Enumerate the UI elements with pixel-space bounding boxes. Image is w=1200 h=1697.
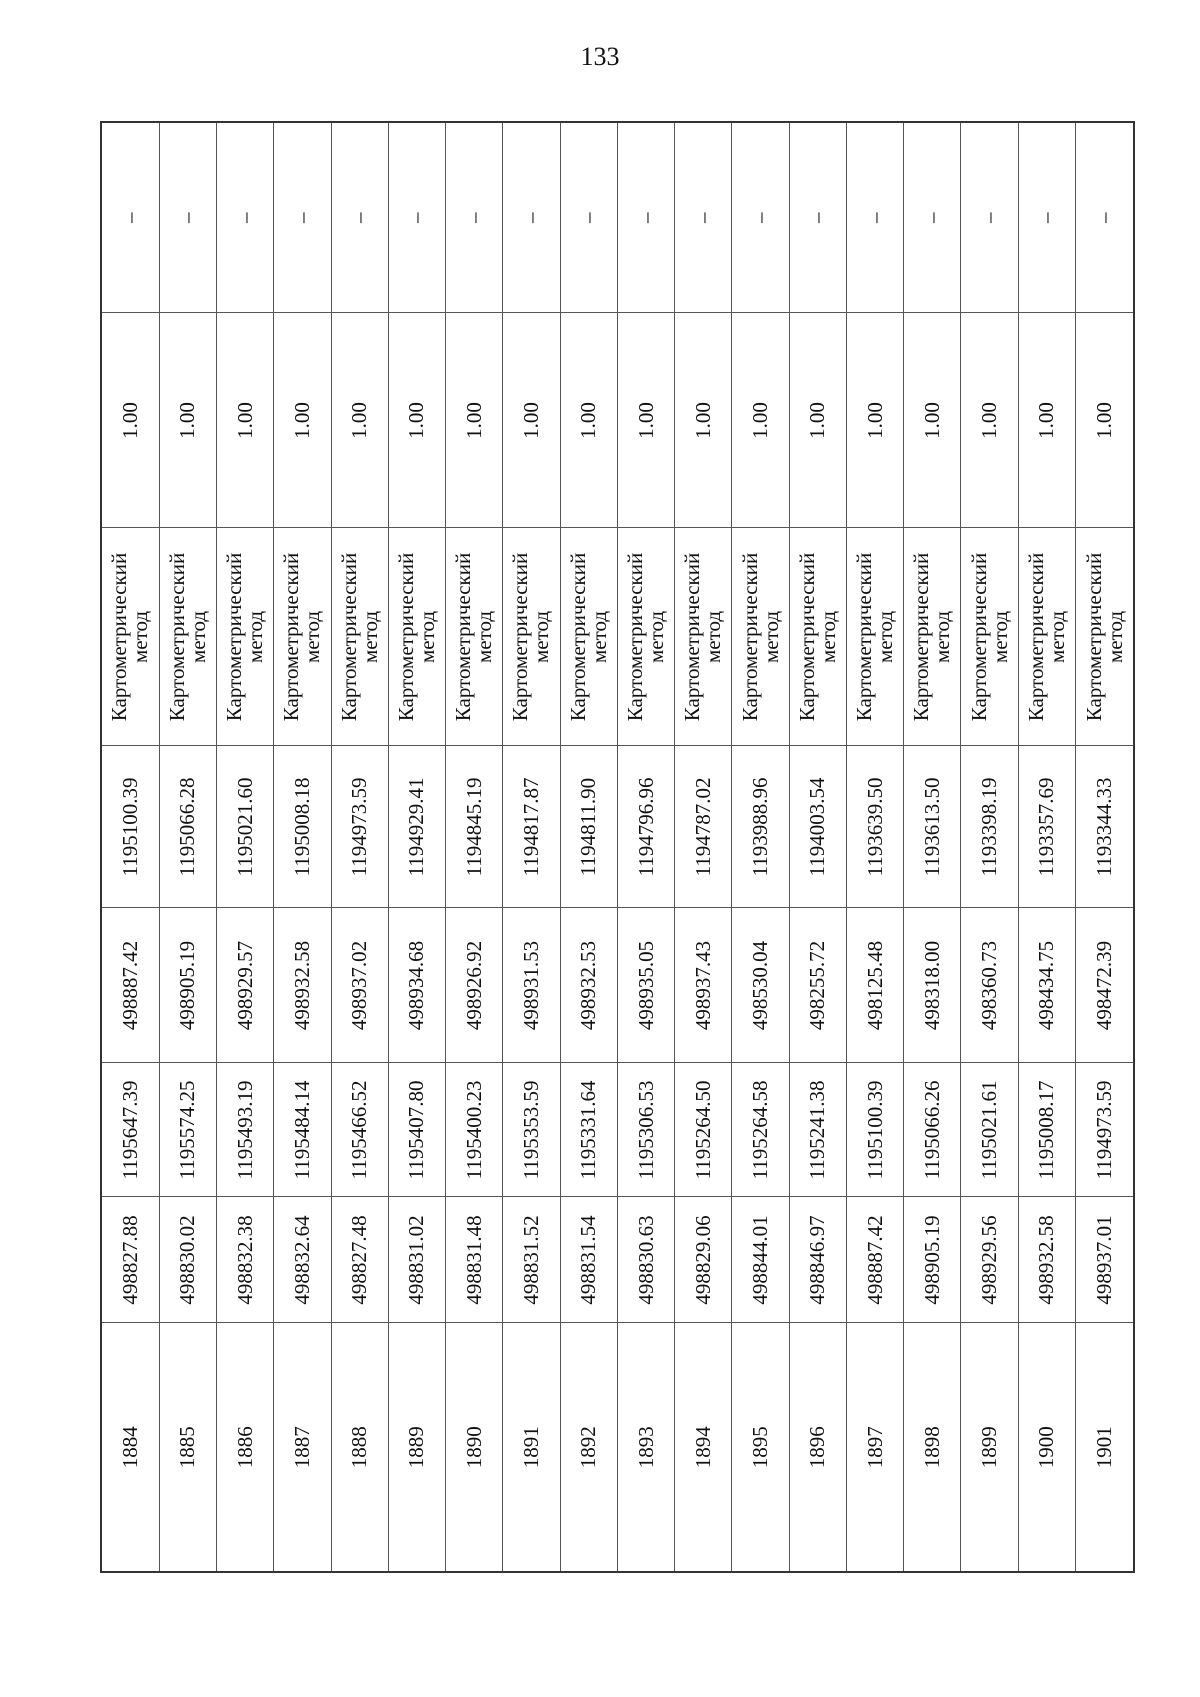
method-cell — [159, 528, 216, 746]
accuracy-cell: 1.00 — [560, 313, 617, 528]
method-line-2: метод — [529, 610, 554, 664]
point-number-cell: 1899 — [961, 1323, 1018, 1571]
note-cell: – — [732, 123, 789, 313]
method-cell — [675, 528, 732, 746]
note-cell: – — [904, 123, 961, 313]
point-number-cell: 1886 — [217, 1323, 274, 1571]
y2-cell: 1193398.19 — [961, 746, 1018, 908]
y1-cell: 1195100.39 — [846, 1063, 903, 1197]
y1-cell: 1195407.80 — [388, 1063, 445, 1197]
y2-cell: 1193357.69 — [1018, 746, 1075, 908]
note-cell: – — [159, 123, 216, 313]
point-number-cell: 1885 — [159, 1323, 216, 1571]
accuracy-cell: 1.00 — [1018, 313, 1075, 528]
method-cell — [617, 528, 674, 746]
note-cell: – — [560, 123, 617, 313]
x1-cell: 498829.06 — [675, 1197, 732, 1323]
x1-cell: 498937.01 — [1076, 1197, 1133, 1323]
method-cell — [1018, 528, 1075, 746]
method-line-2: метод — [472, 610, 497, 664]
method-cell — [331, 528, 388, 746]
page-number: 133 — [580, 42, 620, 71]
y2-cell: 1193639.50 — [846, 746, 903, 908]
y2-cell: 1194796.96 — [617, 746, 674, 908]
point-number-cell: 1896 — [789, 1323, 846, 1571]
y1-cell: 1195264.58 — [732, 1063, 789, 1197]
note-cell: – — [1018, 123, 1075, 313]
table-row — [1076, 123, 1133, 1571]
accuracy-cell: 1.00 — [961, 313, 1018, 528]
y1-cell: 1195466.52 — [331, 1063, 388, 1197]
accuracy-cell: 1.00 — [446, 313, 503, 528]
point-number-cell: 1884 — [102, 1323, 159, 1571]
accuracy-cell: 1.00 — [846, 313, 903, 528]
method-cell — [961, 528, 1018, 746]
point-number-cell: 1892 — [560, 1323, 617, 1571]
method-line-1: Картометрический — [1081, 552, 1106, 722]
accuracy-cell: 1.00 — [789, 313, 846, 528]
y2-cell: 1193988.96 — [732, 746, 789, 908]
table-row — [217, 123, 274, 1571]
method-line-1: Картометрический — [1023, 552, 1048, 722]
point-number-cell: 1888 — [331, 1323, 388, 1571]
method-line-1: Картометрический — [623, 552, 648, 722]
x1-cell: 498827.88 — [102, 1197, 159, 1323]
x2-cell: 498887.42 — [102, 908, 159, 1063]
point-number-cell: 1894 — [675, 1323, 732, 1571]
method-line-1: Картометрический — [451, 552, 476, 722]
y2-cell: 1195100.39 — [102, 746, 159, 908]
method-cell — [732, 528, 789, 746]
y1-cell: 1195574.25 — [159, 1063, 216, 1197]
y2-cell: 1194817.87 — [503, 746, 560, 908]
method-line-1: Картометрический — [164, 552, 189, 722]
y1-cell: 1194973.59 — [1076, 1063, 1133, 1197]
coordinates-table-frame — [100, 121, 1135, 1573]
note-cell: – — [446, 123, 503, 313]
method-line-2: метод — [1044, 610, 1069, 664]
x2-cell: 498929.57 — [217, 908, 274, 1063]
y1-cell: 1195493.19 — [217, 1063, 274, 1197]
note-cell: – — [961, 123, 1018, 313]
table-row — [560, 123, 617, 1571]
note-cell: – — [217, 123, 274, 313]
y1-cell: 1195400.23 — [446, 1063, 503, 1197]
method-line-2: метод — [758, 610, 783, 664]
method-line-1: Картометрический — [852, 552, 877, 722]
y2-cell: 1195021.60 — [217, 746, 274, 908]
y1-cell: 1195264.50 — [675, 1063, 732, 1197]
x1-cell: 498831.48 — [446, 1197, 503, 1323]
method-line-1: Картометрический — [794, 552, 819, 722]
method-cell — [446, 528, 503, 746]
point-number-cell: 1898 — [904, 1323, 961, 1571]
method-line-2: метод — [873, 610, 898, 664]
y2-cell: 1195008.18 — [274, 746, 331, 908]
x1-cell: 498831.52 — [503, 1197, 560, 1323]
y2-cell: 1193344.33 — [1076, 746, 1133, 908]
point-number-cell: 1895 — [732, 1323, 789, 1571]
y2-cell: 1194845.19 — [446, 746, 503, 908]
method-line-2: метод — [815, 610, 840, 664]
y1-cell: 1195353.59 — [503, 1063, 560, 1197]
method-line-2: метод — [586, 610, 611, 664]
accuracy-cell: 1.00 — [617, 313, 674, 528]
x2-cell: 498318.00 — [904, 908, 961, 1063]
x1-cell: 498887.42 — [846, 1197, 903, 1323]
note-cell: – — [675, 123, 732, 313]
x2-cell: 498360.73 — [961, 908, 1018, 1063]
method-line-2: метод — [987, 610, 1012, 664]
method-cell — [1076, 528, 1133, 746]
note-cell: – — [274, 123, 331, 313]
x1-cell: 498844.01 — [732, 1197, 789, 1323]
note-cell: – — [503, 123, 560, 313]
x2-cell: 498255.72 — [789, 908, 846, 1063]
x1-cell: 498929.56 — [961, 1197, 1018, 1323]
accuracy-cell: 1.00 — [159, 313, 216, 528]
table-row — [331, 123, 388, 1571]
x1-cell: 498827.48 — [331, 1197, 388, 1323]
x1-cell: 498832.64 — [274, 1197, 331, 1323]
note-cell: – — [331, 123, 388, 313]
x1-cell: 498932.58 — [1018, 1197, 1075, 1323]
y1-cell: 1195306.53 — [617, 1063, 674, 1197]
method-line-2: метод — [243, 610, 268, 664]
accuracy-cell: 1.00 — [217, 313, 274, 528]
method-cell — [904, 528, 961, 746]
y2-cell: 1194787.02 — [675, 746, 732, 908]
accuracy-cell: 1.00 — [732, 313, 789, 528]
x2-cell: 498125.48 — [846, 908, 903, 1063]
x2-cell: 498472.39 — [1076, 908, 1133, 1063]
x2-cell: 498934.68 — [388, 908, 445, 1063]
method-line-1: Картометрический — [966, 552, 991, 722]
method-line-2: метод — [1102, 610, 1127, 664]
table-row — [1018, 123, 1075, 1571]
method-line-1: Картометрический — [393, 552, 418, 722]
accuracy-cell: 1.00 — [904, 313, 961, 528]
method-line-2: метод — [414, 610, 439, 664]
table-body — [102, 123, 1133, 1571]
x2-cell: 498434.75 — [1018, 908, 1075, 1063]
method-line-1: Картометрический — [508, 552, 533, 722]
method-line-2: метод — [357, 610, 382, 664]
y1-cell: 1195008.17 — [1018, 1063, 1075, 1197]
accuracy-cell: 1.00 — [503, 313, 560, 528]
table-row — [846, 123, 903, 1571]
method-line-1: Картометрический — [279, 552, 304, 722]
method-line-2: метод — [644, 610, 669, 664]
y2-cell: 1195066.28 — [159, 746, 216, 908]
note-cell: – — [617, 123, 674, 313]
point-number-cell: 1900 — [1018, 1323, 1075, 1571]
method-line-1: Картометрический — [737, 552, 762, 722]
method-line-2: метод — [930, 610, 955, 664]
accuracy-cell: 1.00 — [1076, 313, 1133, 528]
x1-cell: 498832.38 — [217, 1197, 274, 1323]
y1-cell: 1195241.38 — [789, 1063, 846, 1197]
note-cell: – — [846, 123, 903, 313]
accuracy-cell: 1.00 — [388, 313, 445, 528]
y2-cell: 1193613.50 — [904, 746, 961, 908]
point-number-cell: 1901 — [1076, 1323, 1133, 1571]
accuracy-cell: 1.00 — [331, 313, 388, 528]
y1-cell: 1195647.39 — [102, 1063, 159, 1197]
method-cell — [560, 528, 617, 746]
method-cell — [503, 528, 560, 746]
table-row — [789, 123, 846, 1571]
table-row — [503, 123, 560, 1571]
y2-cell: 1194973.59 — [331, 746, 388, 908]
x1-cell: 498830.02 — [159, 1197, 216, 1323]
table-row — [617, 123, 674, 1571]
method-line-1: Картометрический — [680, 552, 705, 722]
method-line-1: Картометрический — [909, 552, 934, 722]
y1-cell: 1195066.26 — [904, 1063, 961, 1197]
method-line-2: метод — [128, 610, 153, 664]
x2-cell: 498530.04 — [732, 908, 789, 1063]
coordinates-table — [102, 123, 1133, 1571]
y2-cell: 1194929.41 — [388, 746, 445, 908]
method-cell — [217, 528, 274, 746]
x1-cell: 498830.63 — [617, 1197, 674, 1323]
accuracy-cell: 1.00 — [102, 313, 159, 528]
y2-cell: 1194811.90 — [560, 746, 617, 908]
table-row — [159, 123, 216, 1571]
x2-cell: 498937.43 — [675, 908, 732, 1063]
x1-cell: 498905.19 — [904, 1197, 961, 1323]
point-number-cell: 1897 — [846, 1323, 903, 1571]
y1-cell: 1195021.61 — [961, 1063, 1018, 1197]
x2-cell: 498932.53 — [560, 908, 617, 1063]
accuracy-cell: 1.00 — [274, 313, 331, 528]
method-cell — [274, 528, 331, 746]
method-cell — [388, 528, 445, 746]
method-line-1: Картометрический — [107, 552, 132, 722]
table-row — [102, 123, 159, 1571]
method-line-1: Картометрический — [565, 552, 590, 722]
x2-cell: 498905.19 — [159, 908, 216, 1063]
point-number-cell: 1891 — [503, 1323, 560, 1571]
method-cell — [846, 528, 903, 746]
table-row — [675, 123, 732, 1571]
point-number-cell: 1889 — [388, 1323, 445, 1571]
x1-cell: 498831.02 — [388, 1197, 445, 1323]
point-number-cell: 1887 — [274, 1323, 331, 1571]
y1-cell: 1195331.64 — [560, 1063, 617, 1197]
x2-cell: 498931.53 — [503, 908, 560, 1063]
table-row — [732, 123, 789, 1571]
x2-cell: 498926.92 — [446, 908, 503, 1063]
point-number-cell: 1893 — [617, 1323, 674, 1571]
accuracy-cell: 1.00 — [675, 313, 732, 528]
table-row — [904, 123, 961, 1571]
note-cell: – — [388, 123, 445, 313]
note-cell: – — [1076, 123, 1133, 313]
x1-cell: 498846.97 — [789, 1197, 846, 1323]
note-cell: – — [102, 123, 159, 313]
table-row — [388, 123, 445, 1571]
x2-cell: 498937.02 — [331, 908, 388, 1063]
y2-cell: 1194003.54 — [789, 746, 846, 908]
x2-cell: 498932.58 — [274, 908, 331, 1063]
y1-cell: 1195484.14 — [274, 1063, 331, 1197]
method-cell — [102, 528, 159, 746]
method-line-2: метод — [701, 610, 726, 664]
table-row — [961, 123, 1018, 1571]
method-line-1: Картометрический — [222, 552, 247, 722]
method-line-2: метод — [185, 610, 210, 664]
point-number-cell: 1890 — [446, 1323, 503, 1571]
method-line-1: Картометрический — [336, 552, 361, 722]
table-row — [446, 123, 503, 1571]
x1-cell: 498831.54 — [560, 1197, 617, 1323]
table-row — [274, 123, 331, 1571]
method-line-2: метод — [300, 610, 325, 664]
note-cell: – — [789, 123, 846, 313]
x2-cell: 498935.05 — [617, 908, 674, 1063]
method-cell — [789, 528, 846, 746]
